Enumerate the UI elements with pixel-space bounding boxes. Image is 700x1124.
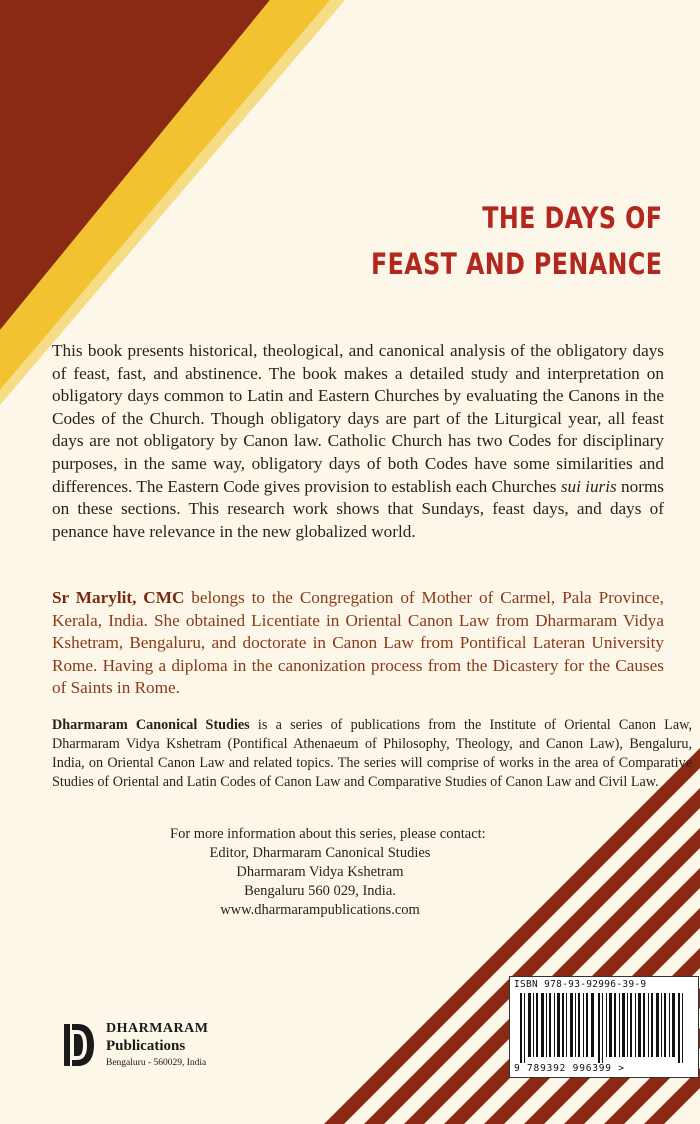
barcode-digits: 9 789392 996399 > (514, 1063, 625, 1074)
publisher-block (60, 1020, 300, 1070)
contact-line-2: Editor, Dharmaram Canonical Studies (209, 845, 431, 861)
description-text-b: norms on these sections. This research work shows that Sundays, feast days, and days of penance have relevance in the new globalized world. (52, 476, 664, 541)
contact-line-3: Dharmaram Vidya Kshetram (236, 864, 404, 880)
contact-website: www.dharmarampublications.com (220, 902, 420, 918)
author-paragraph (52, 587, 664, 700)
isbn-label: ISBN 978-93-92996-39-9 (514, 979, 647, 990)
author-bio: belongs to the Congregation of Mother of Carmel, Pala Province, Kerala, India. She obtained Licentiate in Oriental Canon Law from Dharmaram Vidya Kshetram, Bengaluru, and doctorate in Canon Law from Pontifical Lateran University Rome. Having a diploma in the canonization process from the Dicastery for the Causes of Saints in Rome. (52, 588, 664, 698)
barcode-bars (520, 993, 688, 1063)
contact-block (170, 825, 486, 920)
publisher-logo-icon (60, 1020, 96, 1070)
contact-line-1: For more information about this series, please contact: (170, 826, 486, 842)
series-name: Dharmaram Canonical Studies (52, 717, 250, 733)
title-line-2: FEAST AND PENANCE (370, 247, 662, 281)
isbn-barcode (509, 976, 699, 1078)
description-italic: sui iuris (560, 476, 617, 496)
author-name: Sr Marylit, CMC (52, 588, 185, 607)
title-line-1: THE DAYS OF (481, 201, 662, 235)
series-text: is a series of publications from the Institute of Oriental Canon Law, Dharmaram Vidya Kshetram (Pontifical Athenaeum of Philosophy, Theology, and Canon Law), Bengaluru, India, on Oriental Canon Law and related topics. The series will comprise of works in the area of Comparative Studies of Oriental and Latin Codes of Canon Law and Comparative Studies of Canon Law and Civil Law. (52, 717, 692, 790)
publisher-address: Bengaluru - 560029, India (106, 1058, 207, 1068)
publisher-subtitle: Publications (106, 1038, 186, 1054)
series-paragraph (52, 716, 692, 792)
publisher-name: DHARMARAM (106, 1021, 209, 1036)
description-paragraph (52, 340, 664, 543)
description-text-a: This book presents historical, theological, and canonical analysis of the obligatory days of feast, fast, and abstinence. The book makes a detailed study and interpretation on obligatory days common to Latin and Eastern Churches by evaluating the Canons in the Codes of the Church. Though obligatory days are part of the Liturgical year, all feast days are not obligatory by Canon law. Catholic Church has two Codes for disciplinary purposes, in the same way, obligatory days of both Codes have some similarities and differences. The Eastern Code gives provision to establish each Churches (52, 341, 664, 496)
contact-line-4: Bengaluru 560 029, India. (244, 883, 396, 899)
book-title (371, 195, 662, 287)
